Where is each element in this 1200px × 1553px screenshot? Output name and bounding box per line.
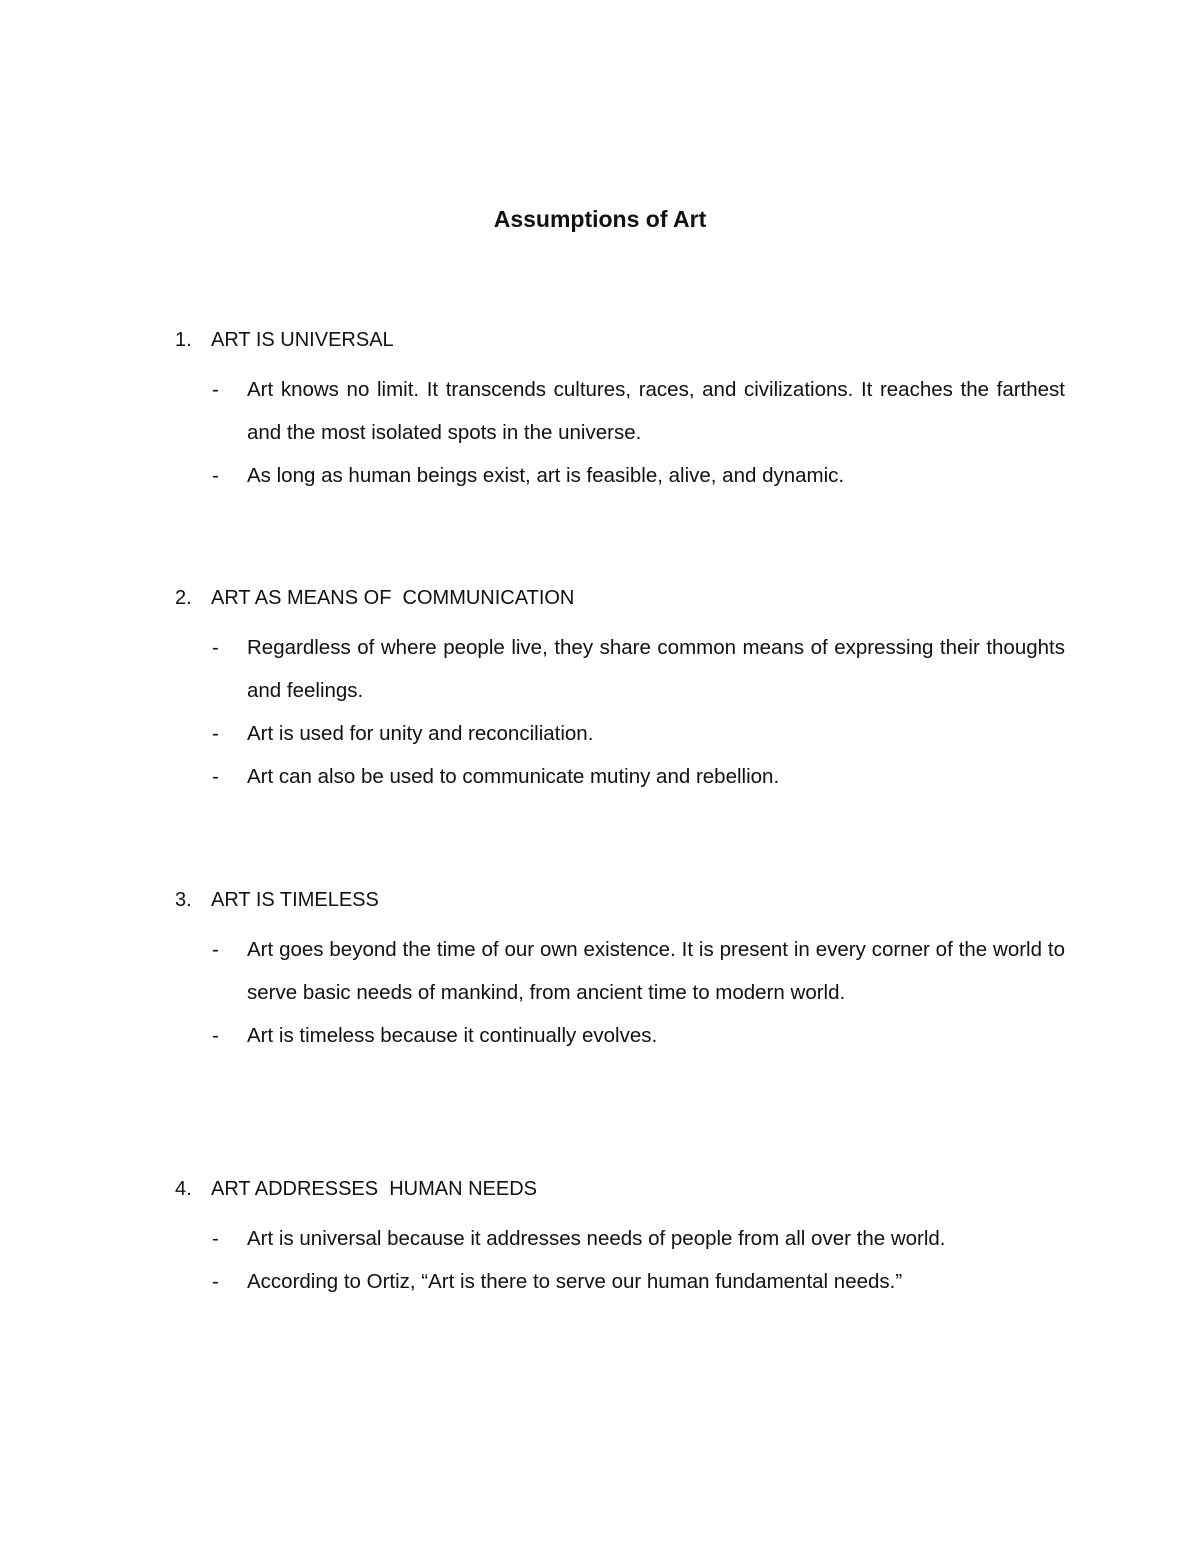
bullet-text: Art is used for unity and reconciliation. <box>247 722 594 745</box>
bullet-item <box>175 1260 1065 1303</box>
section-number: 2. <box>175 587 192 609</box>
dash-marker: - <box>212 1024 219 1047</box>
dash-marker: - <box>212 765 219 788</box>
dash-marker: - <box>212 464 219 487</box>
bullet-item <box>175 928 1065 1014</box>
document-title: Assumptions of Art <box>493 206 707 232</box>
section-number: 3. <box>175 889 192 911</box>
section-number: 4. <box>175 1178 192 1200</box>
section-art-is-universal <box>175 325 1065 497</box>
section-heading <box>175 1174 1065 1204</box>
bullet-item <box>175 454 1065 497</box>
bullet-item <box>175 1217 1065 1260</box>
dash-marker: - <box>212 636 219 659</box>
section-art-addresses-human-needs <box>175 1174 1065 1303</box>
bullet-text: Art is timeless because it continually evolves. <box>247 1024 658 1047</box>
bullet-text: According to Ortiz, “Art is there to serve our human fundamental needs.” <box>247 1270 903 1293</box>
section-art-as-means-of-communication <box>175 583 1065 798</box>
bullet-item <box>175 712 1065 755</box>
bullet-text: Regardless of where people live, they share common means of expressing their thoughts and feelings. <box>247 636 1065 702</box>
section-heading-text: ART AS MEANS OF COMMUNICATION <box>211 587 575 609</box>
section-heading-text: ART IS TIMELESS <box>211 889 379 911</box>
section-heading <box>175 325 1065 355</box>
section-heading <box>175 583 1065 613</box>
bullet-item <box>175 626 1065 712</box>
bullet-text: Art goes beyond the time of our own existence. It is present in every corner of the world to serve basic needs of mankind, from ancient time to modern world. <box>247 938 1065 1004</box>
bullet-text: Art can also be used to communicate mutiny and rebellion. <box>247 765 780 788</box>
bullet-list <box>175 626 1065 798</box>
section-art-is-timeless <box>175 885 1065 1057</box>
bullet-text: Art knows no limit. It transcends cultures, races, and civilizations. It reaches the farthest and the most isolated spots in the universe. <box>247 378 1065 444</box>
bullet-list <box>175 928 1065 1057</box>
section-heading-text: ART IS UNIVERSAL <box>211 329 394 351</box>
bullet-text: Art is universal because it addresses needs of people from all over the world. <box>247 1227 946 1250</box>
bullet-item <box>175 368 1065 454</box>
section-heading <box>175 885 1065 915</box>
bullet-item <box>175 1014 1065 1057</box>
section-heading-text: ART ADDRESSES HUMAN NEEDS <box>211 1178 538 1200</box>
dash-marker: - <box>212 378 219 401</box>
dash-marker: - <box>212 938 219 961</box>
bullet-list <box>175 1217 1065 1303</box>
bullet-item <box>175 755 1065 798</box>
bullet-list <box>175 368 1065 497</box>
section-number: 1. <box>175 329 192 351</box>
dash-marker: - <box>212 722 219 745</box>
dash-marker: - <box>212 1270 219 1293</box>
dash-marker: - <box>212 1227 219 1250</box>
bullet-text: As long as human beings exist, art is feasible, alive, and dynamic. <box>247 464 845 487</box>
